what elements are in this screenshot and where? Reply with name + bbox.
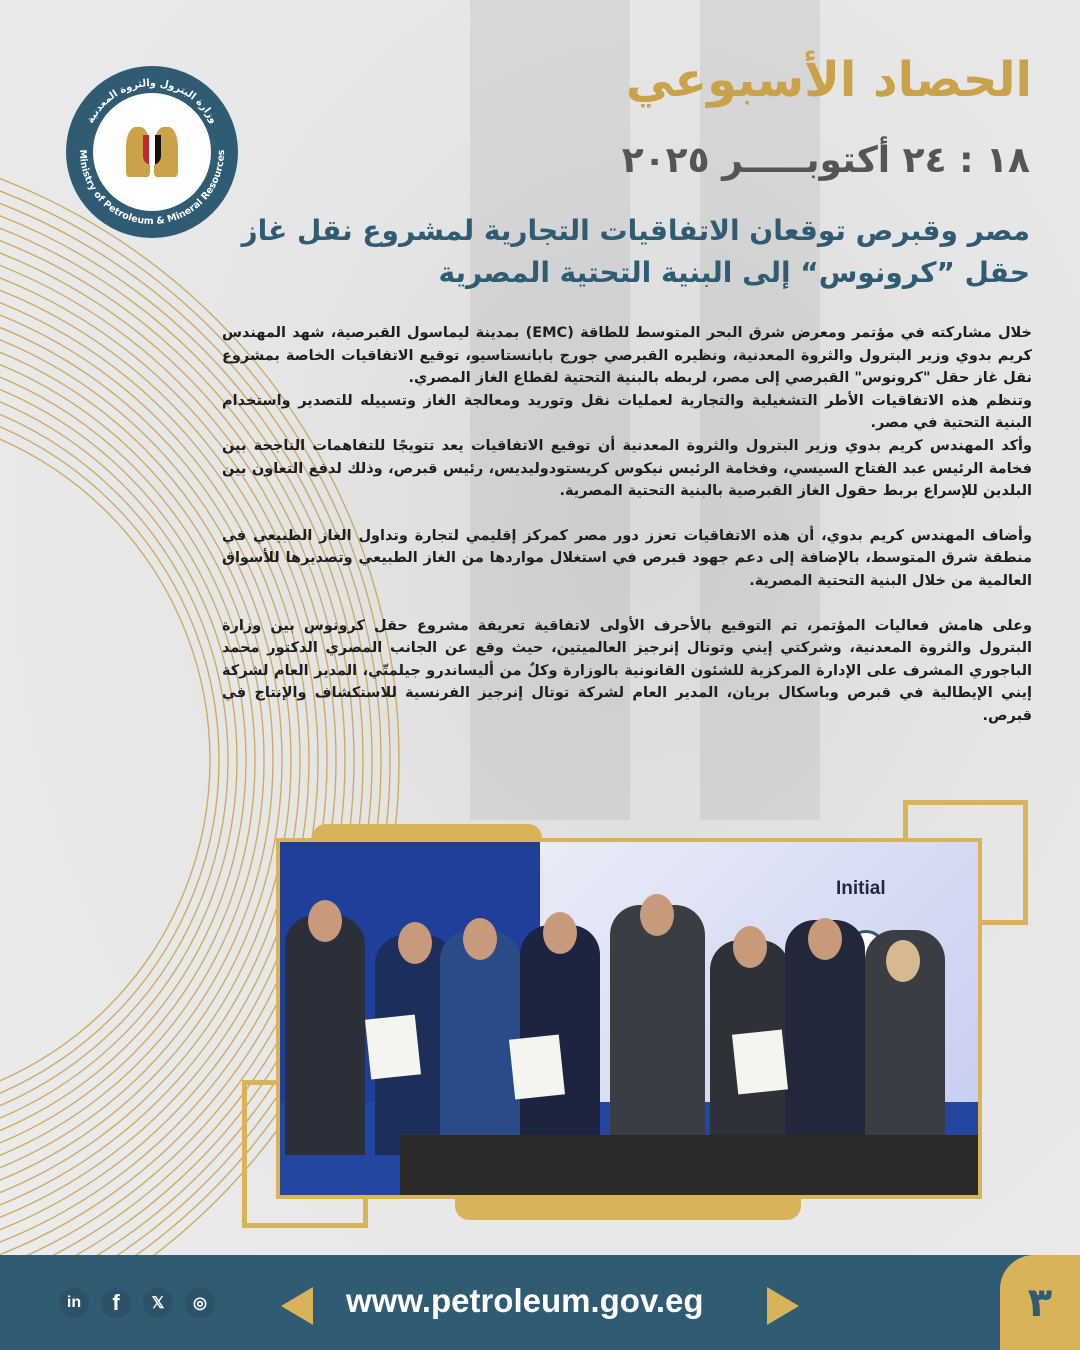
paragraph: خلال مشاركته في مؤتمر ومعرض شرق البحر المتوسط للطاقة (EMC) بمدينة ليماسول القبرصية، شهد المهندس كريم بدوي وزير البترول والثروة المعدنية، ونظيره القبرصي جورج بابانستاسيو، توقيع الاتفاقيات الخاصة بمشروع نقل غاز حقل "كرونوس" القبرصي إلى مصر، لربطه بالبنية التحتية لقطاع الغاز المصري. [222, 325, 1032, 387]
date-range: ١٨ : ٢٤ أكتوبـــــر ٢٠٢٥ [621, 140, 1030, 181]
gold-arc [0, 345, 255, 1175]
gold-arc [0, 384, 228, 1136]
x-twitter-icon[interactable]: 𝕏 [143, 1288, 173, 1318]
eagle-emblem-icon [124, 117, 180, 187]
page-title: الحصاد الأسبوعي [625, 52, 1032, 108]
backdrop-text: Initial [836, 878, 886, 899]
linkedin-icon[interactable]: in [59, 1288, 89, 1318]
article-headline [210, 210, 1030, 294]
gold-arc [0, 410, 210, 1110]
svg-text:Ministry of Petroleum & Minera: Ministry of Petroleum & Mineral Resources [76, 149, 228, 228]
gold-arc [0, 371, 237, 1149]
signing-ceremony-photo [280, 842, 978, 1195]
page-number: ٣ [1000, 1255, 1080, 1350]
headline-line: مصر وقبرص توقعان الاتفاقيات التجارية لمشروع نقل غاز [241, 214, 1030, 247]
svg-text:وزارة البترول والثروة المعدنية: وزارة البترول والثروة المعدنية [85, 77, 219, 126]
paragraph: وعلى هامش فعاليات المؤتمر، تم التوقيع بالأحرف الأولى لاتفاقية تعريفة مشروع حقل كرونوس بين وزارة البترول والثروة المعدنية، وشركتي إيني وتوتال إنرجيز العالميتين، حيث وقع عن الجانب المصري الدكتور محمد الباجوري المشرف على الإدارة المركزية للشئون القانونية بالوزارة وكلٌ من أليساندرو جيلمتّي، المدير العام لشركة إيني الإيطالية في قبرص وباسكال بريان، المدير العام لشركة توتال إنرجيز الفرنسية للاستكشاف والإنتاج في قبرص. [222, 617, 1032, 724]
website-link[interactable]: www.petroleum.gov.eg [346, 1282, 704, 1319]
previous-arrow-icon[interactable] [281, 1287, 313, 1325]
headline-line: حقل ”كرونوس“ إلى البنية التحتية المصرية [438, 256, 1030, 289]
gold-arc [0, 397, 219, 1123]
next-arrow-icon[interactable] [767, 1287, 799, 1325]
paragraph: وأكد المهندس كريم بدوي وزير البترول والثروة المعدنية أن توقيع الاتفاقيات يعد تتويجًا للتفاهمات الناجحة بين فخامة الرئيس عبد الفتاح السيسي، وفخامة الرئيس نيكوس كريستودوليديس، رئيس قبرص، وذلك لدفع التعاون بين البلدين للإسراع بربط حقول الغاز القبرصية بالبنية التحتية المصرية. [222, 437, 1032, 500]
paragraph: وتنظم هذه الاتفاقيات الأطر التشغيلية والتجارية لعمليات نقل وتوريد ومعالجة الغاز وتسييله للتصدير واستخدام البنية التحتية في مصر. [222, 392, 1032, 432]
article-body [222, 322, 1032, 750]
facebook-icon[interactable]: f [101, 1288, 131, 1318]
paragraph: وأضاف المهندس كريم بدوي، أن هذه الاتفاقيات تعزز دور مصر كمركز إقليمي لتجارة وتداول الغاز الطبيعي في منطقة شرق المتوسط، بالإضافة إلى دعم جهود قبرص في استغلال مواردها من الغاز الطبيعي وتصديرها للأسواق العالمية من خلال البنية التحتية المصرية. [222, 527, 1032, 589]
instagram-icon[interactable]: ◎ [185, 1288, 215, 1318]
